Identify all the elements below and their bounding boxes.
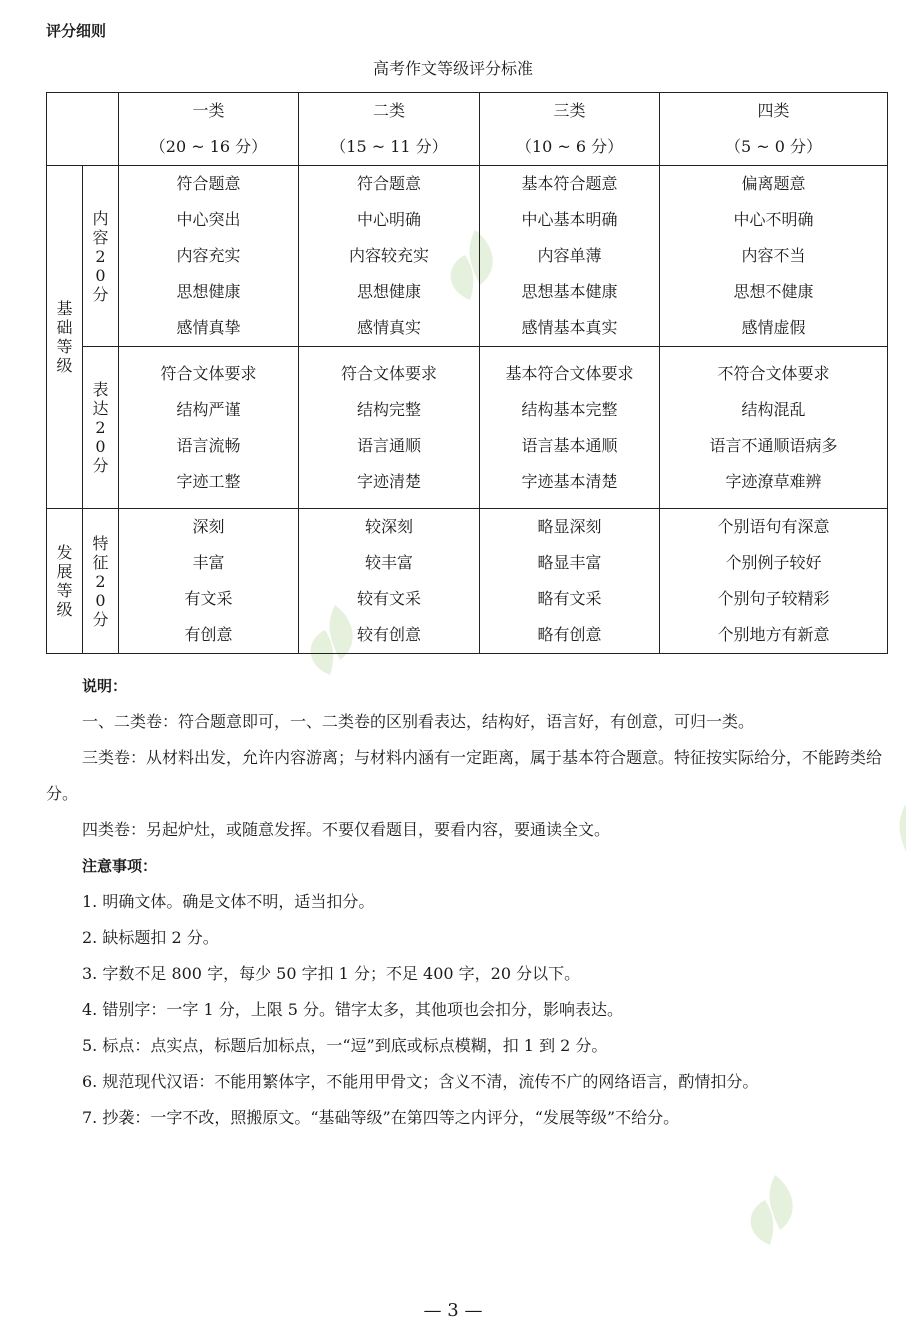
explain-label: 说明：	[82, 677, 128, 695]
table-cell: 基本符合题意 中心基本明确 内容单薄 思想基本健康 感情基本真实	[480, 166, 660, 347]
explain-item: 三类卷：从材料出发，允许内容游离；与材料内涵有一定距离，属于基本符合题意。特征按实际给分，不能跨类给分。	[46, 748, 883, 803]
table-cell: 基本符合文体要求 结构基本完整 语言基本通顺 字迹基本清楚	[480, 347, 660, 509]
column-header: 三类 （10 ~ 6 分）	[480, 93, 660, 166]
group-label-basic: 基础等级	[47, 166, 83, 509]
table-cell: 偏离题意 中心不明确 内容不当 思想不健康 感情虚假	[660, 166, 888, 347]
attention-item: 2. 缺标题扣 2 分。	[82, 928, 219, 947]
page-number: — 3 —	[423, 1300, 483, 1321]
attention-item: 7. 抄袭：一字不改，照搬原文。“基础等级”在第四等之内评分，“发展等级”不给分。	[82, 1108, 680, 1127]
explain-item: 一、二类卷：符合题意即可，一、二类卷的区别看表达，结构好，语言好，有创意，可归一类。	[82, 712, 755, 731]
table-cell: 不符合文体要求 结构混乱 语言不通顺语病多 字迹潦草难辨	[660, 347, 888, 509]
attention-item: 6. 规范现代汉语：不能用繁体字，不能用甲骨文；含义不清，流传不广的网络语言，酌情扣分。	[82, 1072, 759, 1091]
sub-label-expression: 表达20分	[83, 347, 119, 509]
attention-item: 4. 错别字：一字 1 分，上限 5 分。错字太多，其他项也会扣分，影响表达。	[82, 1000, 624, 1019]
explain-item: 四类卷：另起炉灶，或随意发挥。不要仅看题目，要看内容，要通读全文。	[82, 820, 611, 839]
corner-cell	[47, 93, 119, 166]
table-cell: 略显深刻 略显丰富 略有文采 略有创意	[480, 509, 660, 654]
table-cell: 个别语句有深意 个别例子较好 个别句子较精彩 个别地方有新意	[660, 509, 888, 654]
sub-label-content: 内容20分	[83, 166, 119, 347]
table-cell: 符合文体要求 结构完整 语言通顺 字迹清楚	[299, 347, 480, 509]
table-row	[47, 347, 888, 509]
table-cell: 深刻 丰富 有文采 有创意	[119, 509, 299, 654]
grading-table	[46, 92, 888, 654]
table-row	[47, 509, 888, 654]
sub-label-feature: 特征20分	[83, 509, 119, 654]
table-row	[47, 166, 888, 347]
table-cell: 较深刻 较丰富 较有文采 较有创意	[299, 509, 480, 654]
table-cell: 符合题意 中心明确 内容较充实 思想健康 感情真实	[299, 166, 480, 347]
attention-item: 5. 标点：点实点，标题后加标点，一“逗”到底或标点模糊，扣 1 到 2 分。	[82, 1036, 608, 1055]
watermark-logo	[740, 1170, 810, 1250]
document-title: 高考作文等级评分标准	[372, 59, 533, 78]
table-cell: 符合文体要求 结构严谨 语言流畅 字迹工整	[119, 347, 299, 509]
column-header: 一类 （20 ~ 16 分）	[119, 93, 299, 166]
attention-label: 注意事项：	[82, 857, 158, 875]
section-label: 评分细则	[46, 22, 107, 40]
column-header: 四类 （5 ~ 0 分）	[660, 93, 888, 166]
table-cell: 符合题意 中心突出 内容充实 思想健康 感情真挚	[119, 166, 299, 347]
column-header: 二类 （15 ~ 11 分）	[299, 93, 480, 166]
notes-section	[46, 668, 888, 1136]
attention-item: 3. 字数不足 800 字，每少 50 字扣 1 分；不足 400 字，20 分以下。	[82, 964, 581, 983]
attention-item: 1. 明确文体。确是文体不明，适当扣分。	[82, 892, 375, 911]
table-header-row	[47, 93, 888, 166]
group-label-develop: 发展等级	[47, 509, 83, 654]
